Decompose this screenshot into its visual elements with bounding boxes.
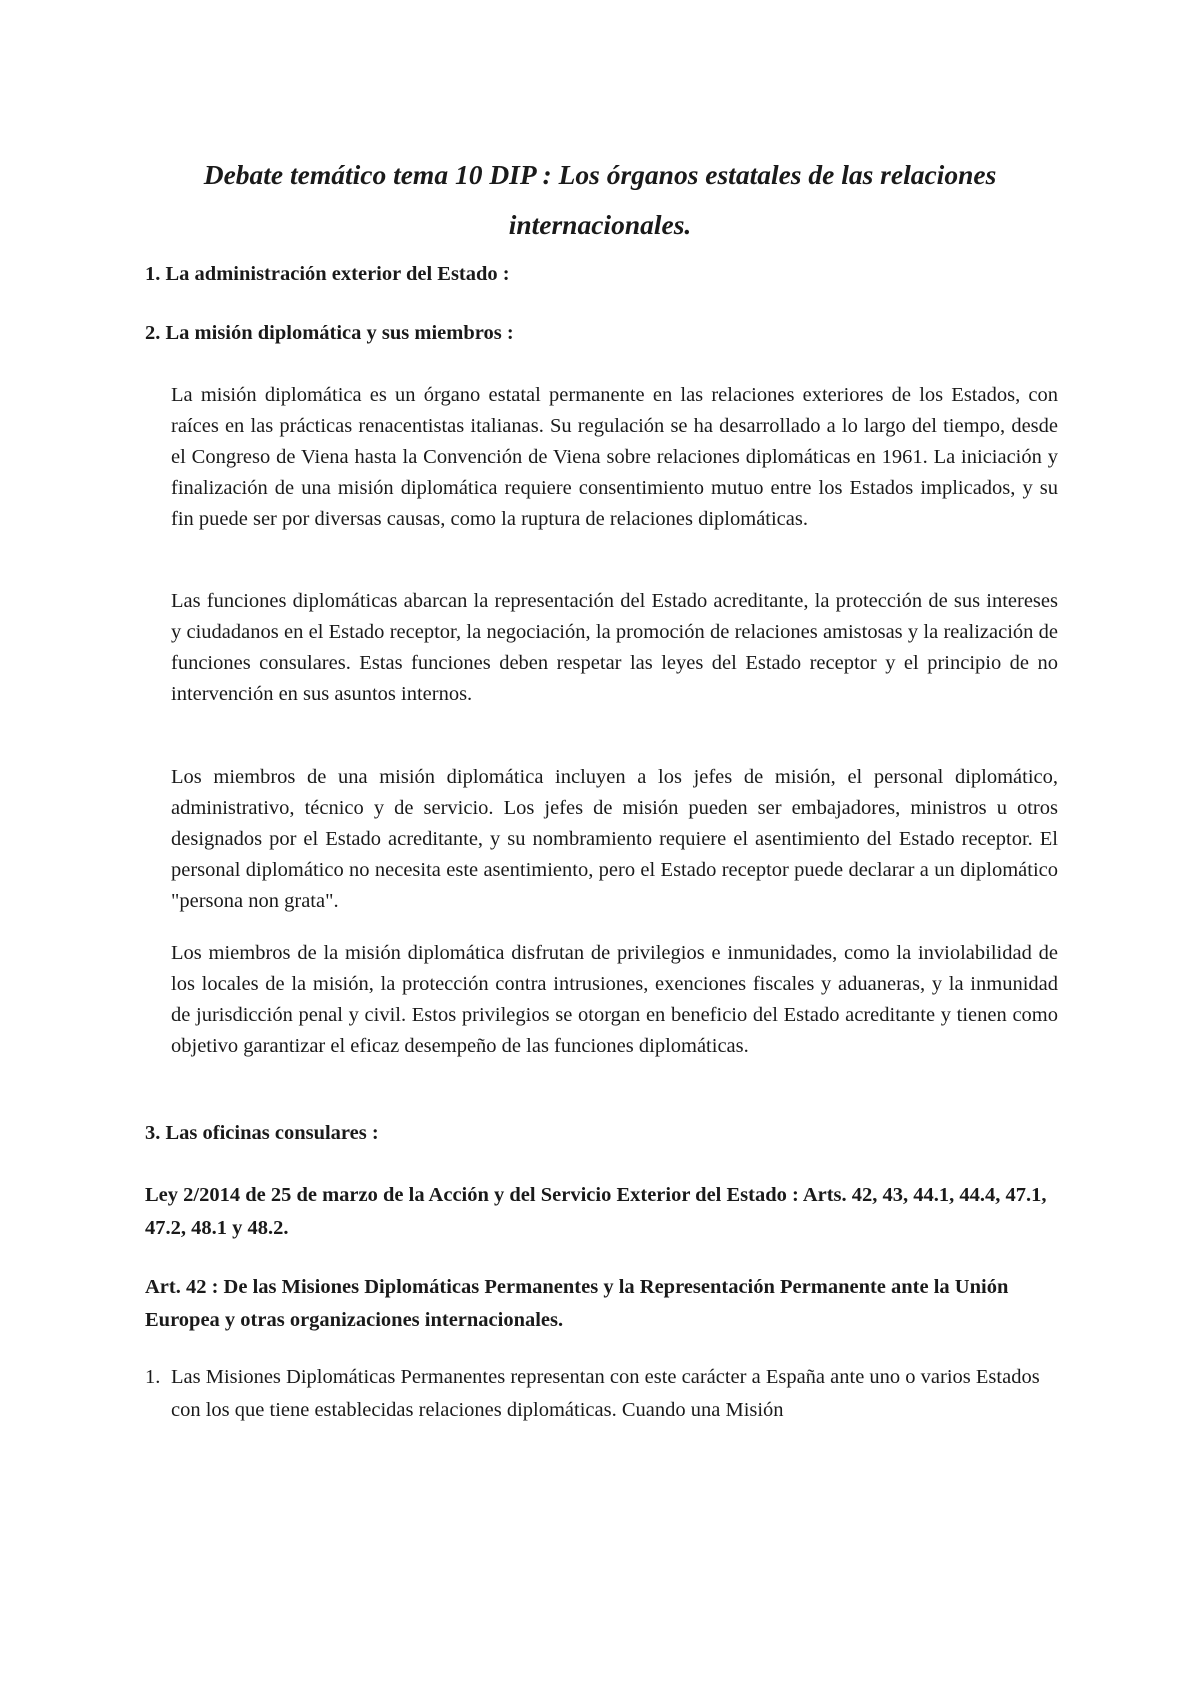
paragraph-diplomatic-functions: Las funciones diplomáticas abarcan la representación del Estado acreditante, la protección de sus intereses y ciudadanos en el Estado receptor, la negociación, la promoción de relaciones amistosas y la realización de funciones consulares. Estas funciones deben respetar las leyes del Estado receptor y el principio de no intervención en sus asuntos internos. <box>171 590 1058 705</box>
section-heading-1: 1. La administración exterior del Estado : <box>145 263 510 285</box>
article-item-number: 1. <box>145 1366 161 1388</box>
section-heading-2: 2. La misión diplomática y sus miembros : <box>145 322 514 344</box>
paragraph-mission-members: Los miembros de una misión diplomática incluyen a los jefes de misión, el personal diplomático, administrativo, técnico y de servicio. Los jefes de misión pueden ser embajadores, ministros u otros designados por el Estado acreditante, y su nombramiento requiere el asentimiento del Estado receptor. El personal diplomático no necesita este asentimiento, pero el Estado receptor puede declarar a un diplomático "persona non grata". <box>171 766 1058 912</box>
article-item-text: Las Misiones Diplomáticas Permanentes representan con este carácter a España ante uno o varios Estados con los que tiene establecidas relaciones diplomáticas. Cuando una Misión <box>171 1366 1040 1421</box>
document-title: Debate temático tema 10 DIP : Los órganos estatales de las relaciones internacionales. <box>203 159 997 240</box>
law-heading: Ley 2/2014 de 25 de marzo de la Acción y del Servicio Exterior del Estado : Arts. 42, 43, 44.1, 44.4, 47.1, 47.2, 48.1 y 48.2. <box>145 1184 1047 1239</box>
section-heading-3: 3. Las oficinas consulares : <box>145 1122 379 1144</box>
paragraph-privileges-immunities: Los miembros de la misión diplomática disfrutan de privilegios e inmunidades, como la inviolabilidad de los locales de la misión, la protección contra intrusiones, exenciones fiscales y aduaneras, y la inmunidad de jurisdicción penal y civil. Estos privilegios se otorgan en beneficio del Estado acreditante y tienen como objetivo garantizar el eficaz desempeño de las funciones diplomáticas. <box>171 942 1058 1057</box>
paragraph-mission-definition: La misión diplomática es un órgano estatal permanente en las relaciones exteriores de los Estados, con raíces en las prácticas renacentistas italianas. Su regulación se ha desarrollado a lo largo del tiempo, desde el Congreso de Viena hasta la Convención de Viena sobre relaciones diplomáticas en 1961. La iniciación y finalización de una misión diplomática requiere consentimiento mutuo entre los Estados implicados, y su fin puede ser por diversas causas, como la ruptura de relaciones diplomáticas. <box>171 384 1058 530</box>
article-list-item <box>145 1361 1058 1427</box>
article-heading: Art. 42 : De las Misiones Diplomáticas Permanentes y la Representación Permanente ante la Unión Europea y otras organizaciones internacionales. <box>145 1276 1009 1331</box>
